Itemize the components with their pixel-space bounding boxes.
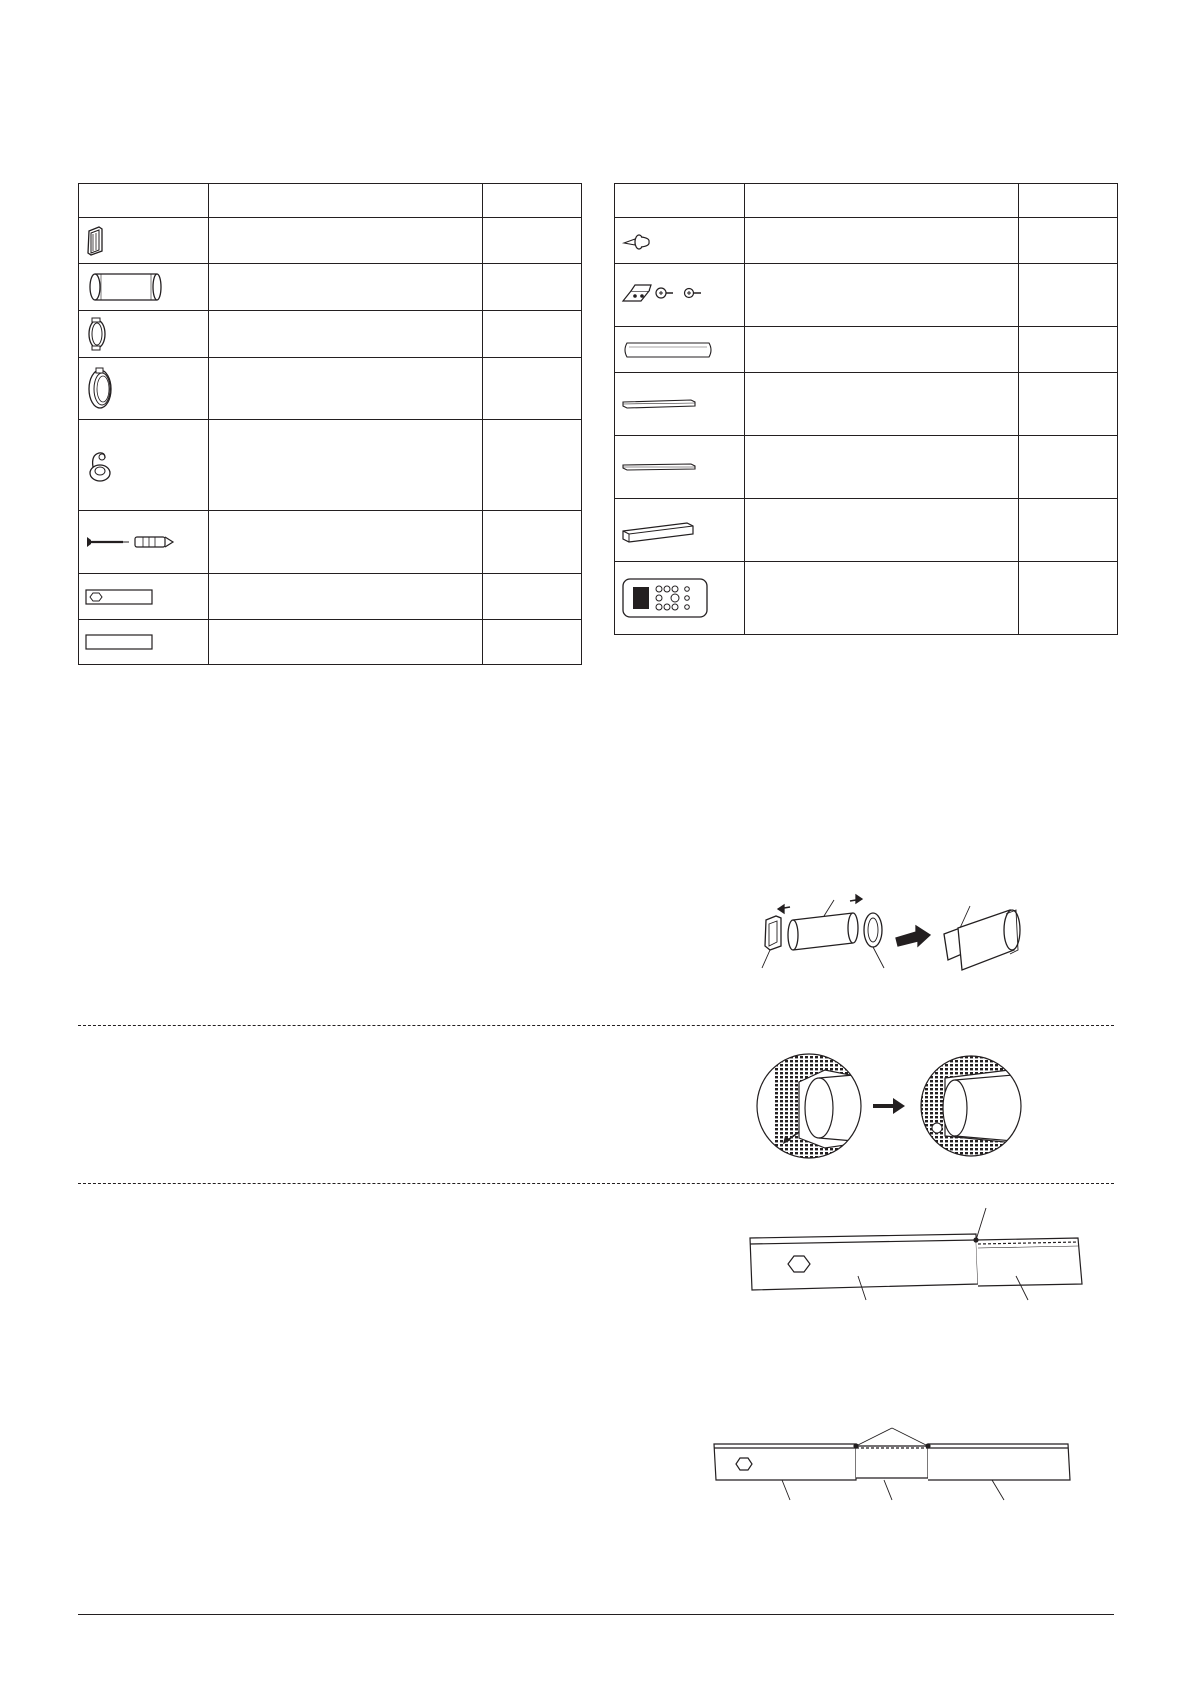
foam-strip-icon — [615, 499, 745, 562]
item-qty — [1019, 436, 1118, 499]
table-row — [79, 420, 582, 511]
screw-and-anchor-icon — [79, 511, 209, 574]
table-header-row — [615, 184, 1118, 218]
item-qty — [483, 620, 582, 665]
header-cell — [209, 184, 483, 218]
window-adapter-icon — [79, 218, 209, 264]
table-row — [79, 511, 582, 574]
item-name — [209, 420, 483, 511]
drain-plug-icon — [79, 420, 209, 511]
window-slider-icon — [712, 1424, 1082, 1512]
table-row — [79, 264, 582, 311]
table-row — [615, 373, 1118, 436]
hose-assembly-icon — [748, 880, 1058, 980]
rivet-icon — [615, 218, 745, 264]
footer-rule — [78, 1614, 1114, 1615]
item-qty — [1019, 218, 1118, 264]
remote-control-icon — [615, 562, 745, 635]
table-row — [615, 218, 1118, 264]
item-qty — [483, 420, 582, 511]
table-row — [79, 218, 582, 264]
item-qty — [1019, 373, 1118, 436]
exhaust-hose-icon — [79, 264, 209, 311]
table-row — [79, 620, 582, 665]
round-adapter-icon — [79, 358, 209, 420]
item-name — [745, 264, 1019, 327]
item-name — [209, 620, 483, 665]
table-row — [615, 562, 1118, 635]
table-row — [615, 327, 1118, 373]
hose-attach-icon — [755, 1048, 1025, 1166]
security-bracket-icon — [615, 373, 745, 436]
item-name — [209, 358, 483, 420]
hose-to-unit-figure — [755, 1048, 1025, 1166]
item-qty — [483, 574, 582, 620]
window-slider-icon — [748, 1200, 1098, 1310]
hose-connector-icon — [79, 311, 209, 358]
table-row — [615, 436, 1118, 499]
item-qty — [483, 511, 582, 574]
item-name — [209, 511, 483, 574]
window-panel-with-hole-icon — [79, 574, 209, 620]
table-header-row — [79, 184, 582, 218]
section-divider — [78, 1183, 1114, 1184]
table-row — [79, 358, 582, 420]
section-divider — [78, 1025, 1114, 1026]
table-row — [79, 574, 582, 620]
item-name — [745, 436, 1019, 499]
item-name — [209, 218, 483, 264]
accessories-table-right — [614, 183, 1118, 635]
item-name — [209, 311, 483, 358]
header-cell — [483, 184, 582, 218]
header-cell — [1019, 184, 1118, 218]
hose-assembly-figure — [748, 880, 1058, 980]
item-name — [209, 574, 483, 620]
table-row — [615, 264, 1118, 327]
window-panel-three-piece-figure — [712, 1424, 1082, 1512]
bracket-and-screws-icon — [615, 264, 745, 327]
accessories-table-left — [78, 183, 582, 665]
item-qty — [483, 218, 582, 264]
item-qty — [483, 264, 582, 311]
item-name — [745, 218, 1019, 264]
foam-seal-icon — [615, 327, 745, 373]
window-panel-icon — [79, 620, 209, 665]
sealing-strip-icon — [615, 436, 745, 499]
item-qty — [1019, 264, 1118, 327]
item-qty — [1019, 562, 1118, 635]
header-cell — [745, 184, 1019, 218]
table-row — [79, 311, 582, 358]
item-name — [745, 499, 1019, 562]
item-qty — [483, 311, 582, 358]
item-qty — [483, 358, 582, 420]
table-row — [615, 499, 1118, 562]
header-cell — [79, 184, 209, 218]
header-cell — [615, 184, 745, 218]
item-qty — [1019, 499, 1118, 562]
item-name — [209, 264, 483, 311]
window-panel-extension-figure — [748, 1200, 1098, 1310]
item-qty — [1019, 327, 1118, 373]
item-name — [745, 373, 1019, 436]
item-name — [745, 562, 1019, 635]
item-name — [745, 327, 1019, 373]
